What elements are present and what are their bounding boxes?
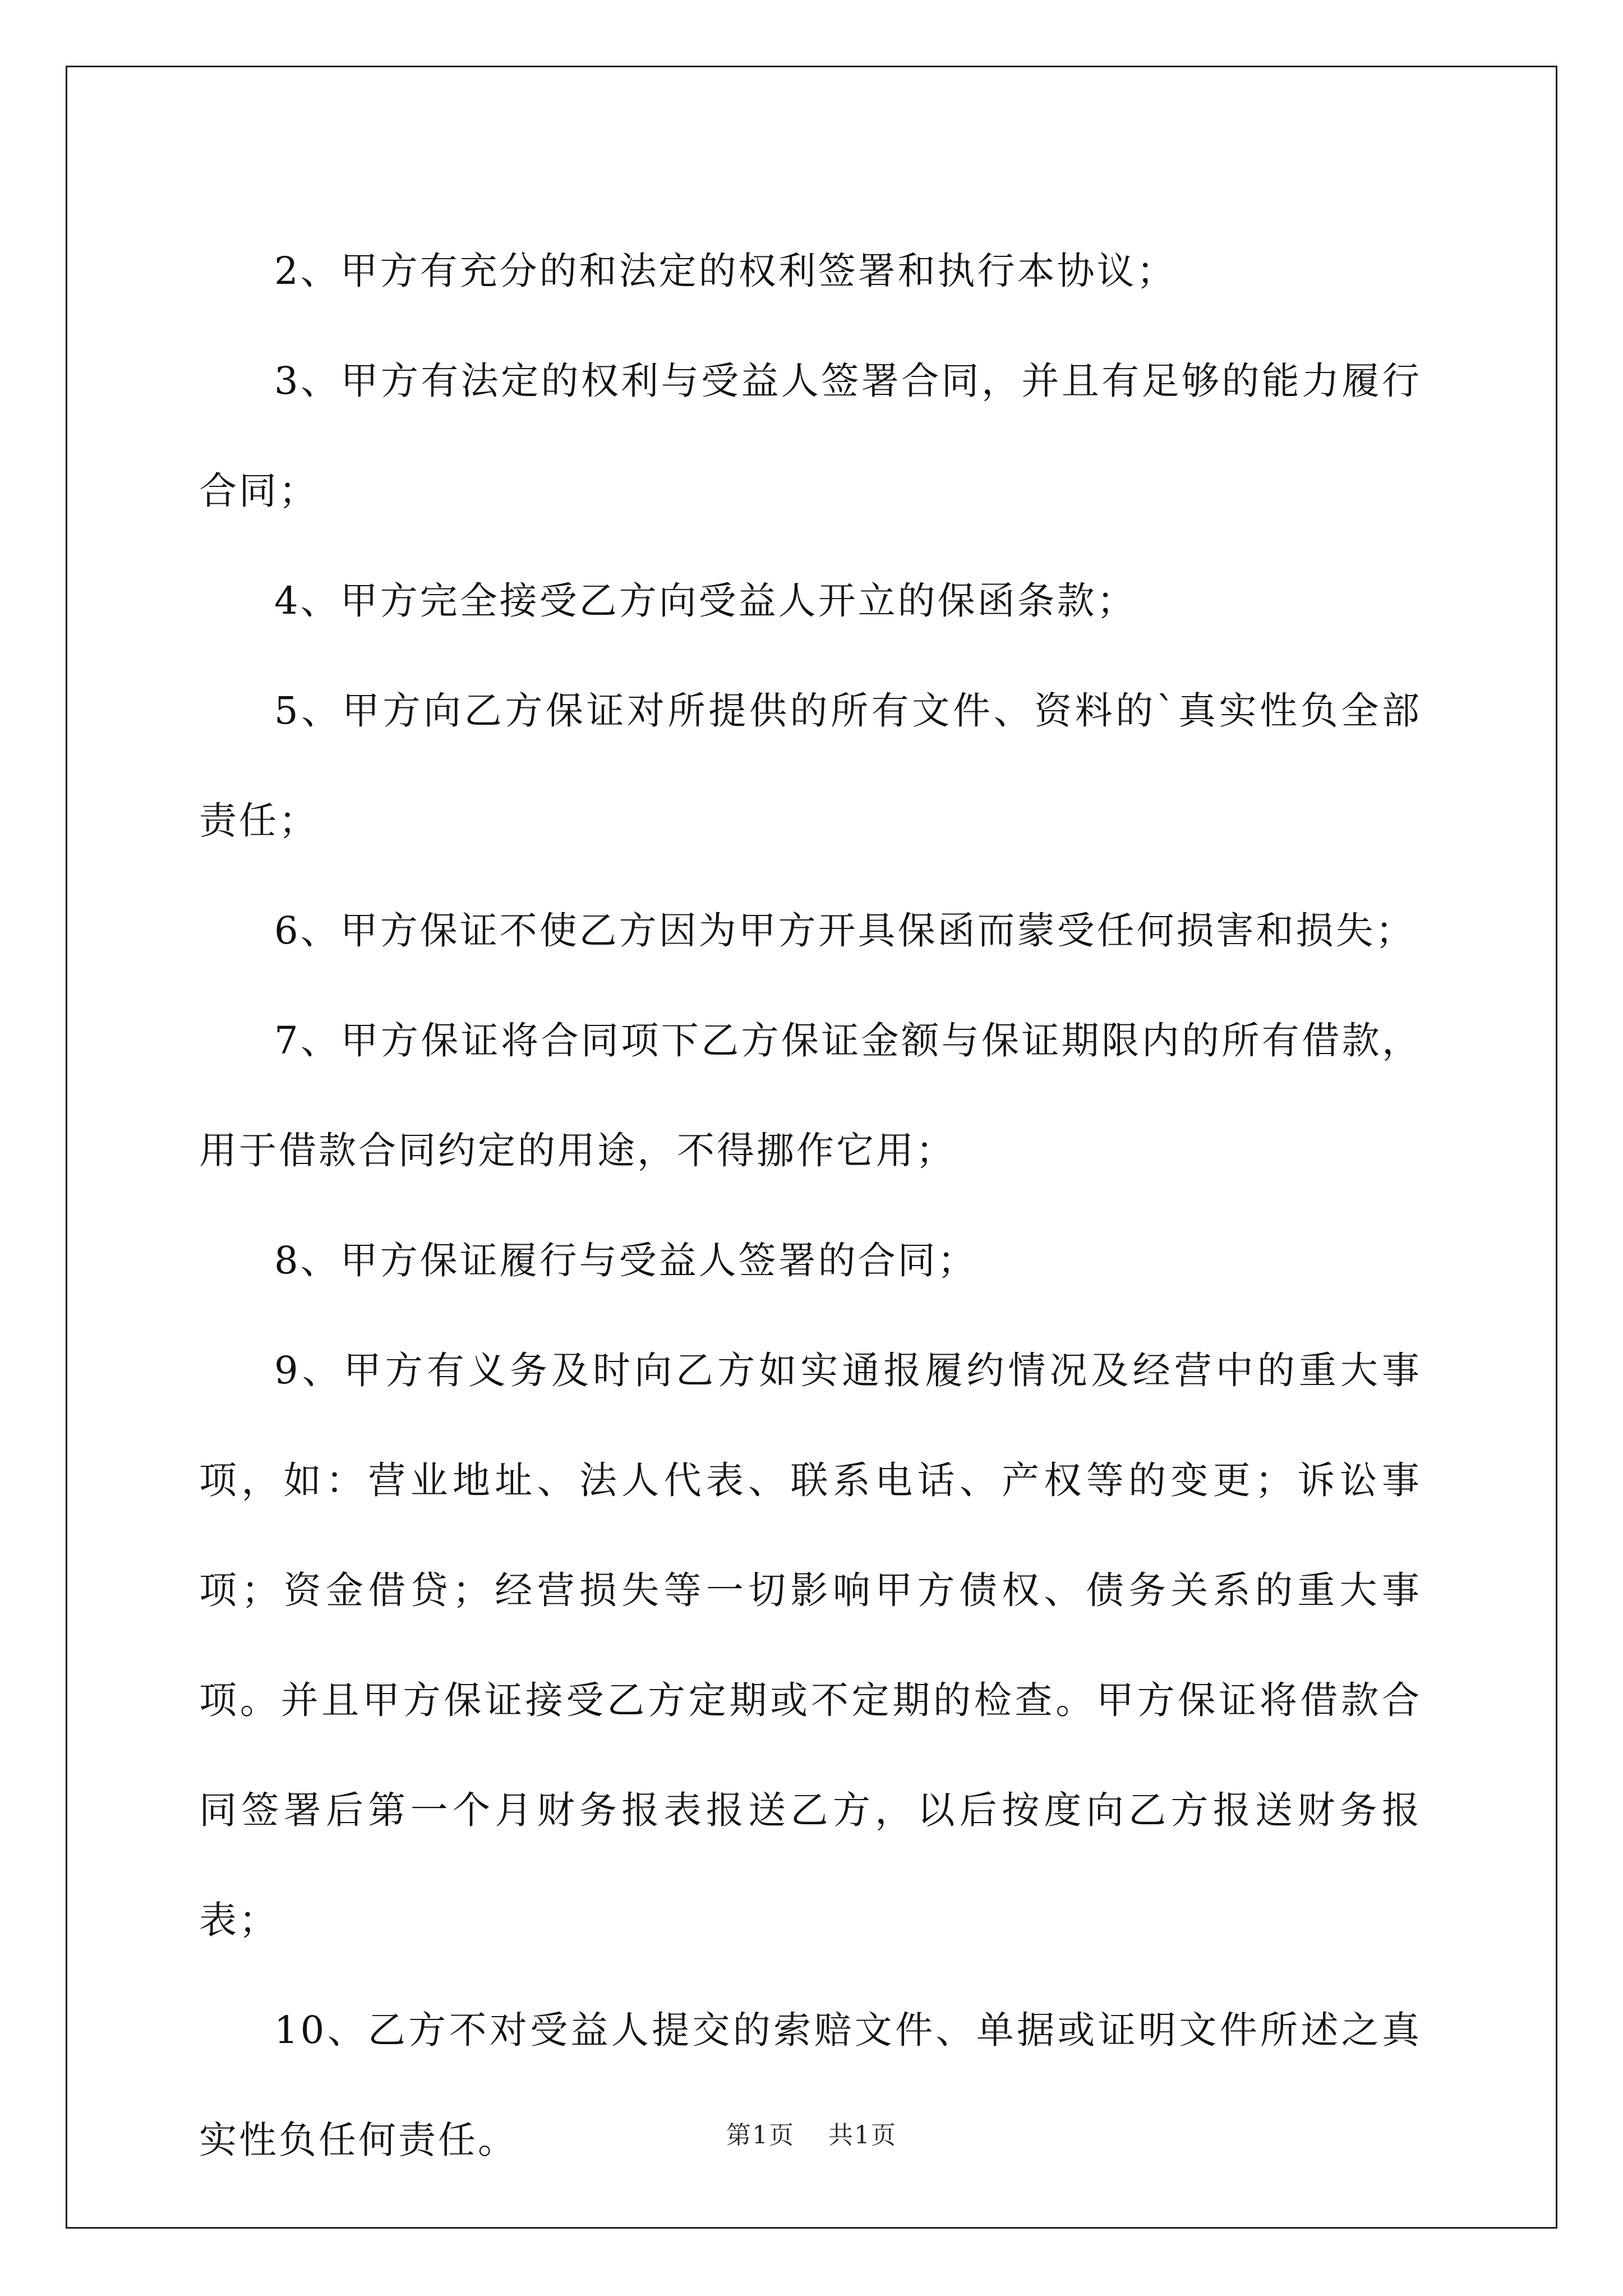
clause-paragraph: 10、乙方不对受益人提交的索赔文件、单据或证明文件所述之真实性负任何责任。 xyxy=(199,2008,1422,2162)
clause-paragraph: 5、甲方向乙方保证对所提供的所有文件、资料的`真实性负全部责任； xyxy=(199,689,1422,843)
clause-paragraph: 3、甲方有法定的权利与受益人签署合同，并且有足够的能力履行合同； xyxy=(199,359,1422,513)
clause-paragraph: 6、甲方保证不使乙方因为甲方开具保函而蒙受任何损害和损失； xyxy=(274,909,1415,953)
page-number: 第1页 xyxy=(726,2121,795,2150)
clause-paragraph: 8、甲方保证履行与受益人签署的合同； xyxy=(274,1239,978,1282)
clause-paragraph: 7、甲方保证将合同项下乙方保证金额与保证期限内的所有借款，用于借款合同约定的用途，不得挪作它用； xyxy=(199,1019,1422,1172)
page-total: 共1页 xyxy=(828,2121,897,2150)
clause-paragraph: 4、甲方完全接受乙方向受益人开立的保函条款； xyxy=(274,579,1137,623)
page-footer xyxy=(0,2115,1623,2151)
clause-paragraph: 9、甲方有义务及时向乙方如实通报履约情况及经营中的重大事项，如：营业地址、法人代表、联系电话、产权等的变更；诉讼事项；资金借贷；经营损失等一切影响甲方债权、债务关系的重大事项。并且甲方保证接受乙方定期或不定期的检查。甲方保证将借款合同签署后第一个月财务报表报送乙方，以后按度向乙方报送财务报表； xyxy=(199,1349,1422,1942)
clause-paragraph: 2、甲方有充分的和法定的权利签署和执行本协议； xyxy=(274,249,1177,293)
document-body xyxy=(199,216,1422,2195)
